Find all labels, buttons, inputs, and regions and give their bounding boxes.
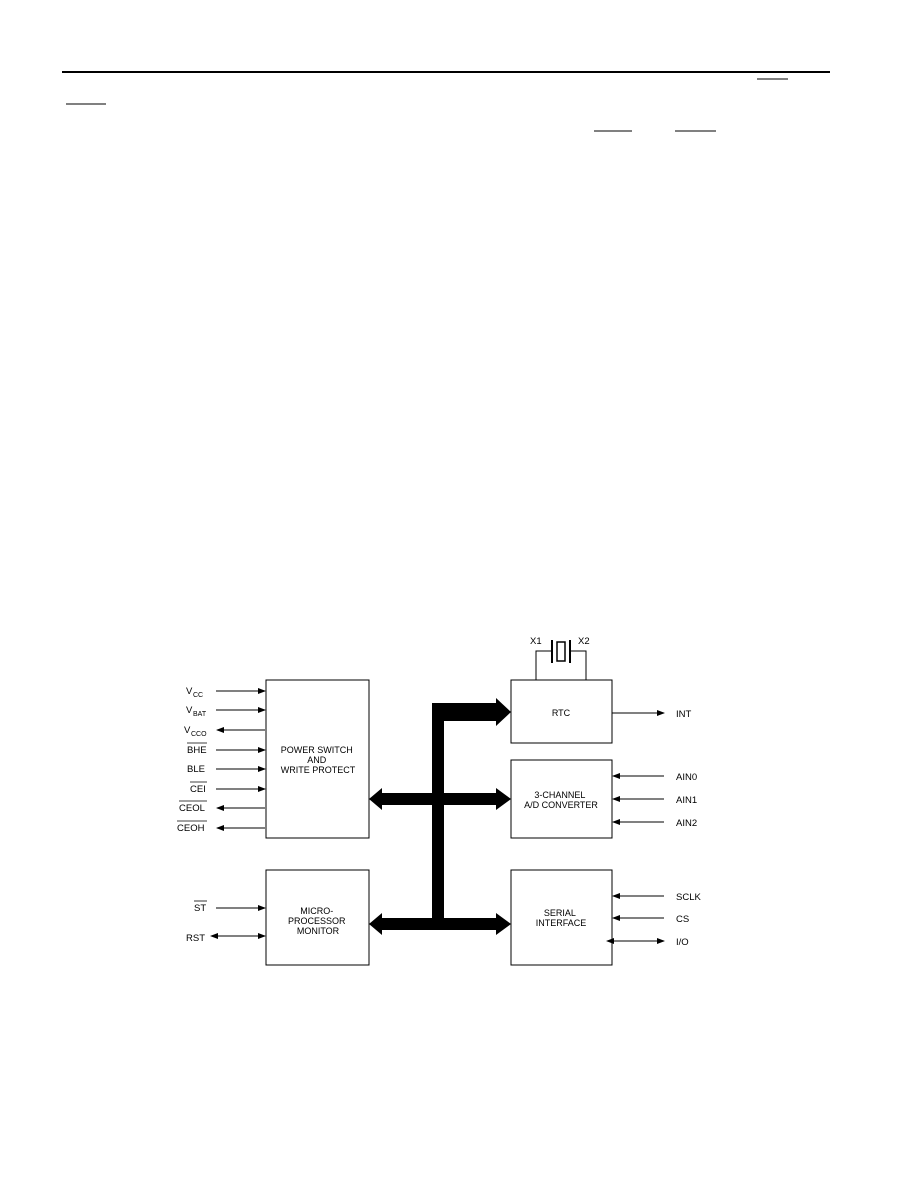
data-bus [369,698,511,935]
svg-text:SCLK: SCLK [676,892,701,903]
crystal-x1-label: X1 [530,636,542,647]
svg-text:CEOH: CEOH [177,823,205,834]
pin-vbat [186,705,265,718]
pin-rst [186,933,265,944]
pin-vcco [184,725,265,738]
svg-text:AIN1: AIN1 [676,795,698,806]
svg-text:ST: ST [194,903,207,914]
svg-text:CEOL: CEOL [179,803,205,814]
svg-text:CC: CC [193,692,204,699]
svg-text:AIN2: AIN2 [676,818,698,829]
pin-bhe [187,743,265,756]
pin-cei [190,782,265,795]
pin-ain0 [613,772,697,783]
micro-monitor-label: MICRO- PROCESSOR MONITOR [287,906,346,936]
pin-sclk [613,892,701,903]
pin-ain2 [613,818,697,829]
svg-text:CS: CS [676,914,690,925]
pin-cs [613,914,689,925]
svg-text:INT: INT [676,709,692,720]
rtc-label: RTC [551,708,571,718]
svg-text:V: V [186,705,193,716]
svg-text:AIN0: AIN0 [676,772,698,783]
svg-text:BLE: BLE [187,764,205,775]
svg-text:RST: RST [186,933,205,944]
pin-vcc [186,686,265,699]
pin-ain1 [613,795,697,806]
pin-int [612,709,692,720]
svg-text:BHE: BHE [187,745,207,756]
svg-text:BAT: BAT [193,711,207,718]
pin-st [194,901,265,914]
svg-text:CEI: CEI [190,784,206,795]
power-switch-label: POWER SWITCH AND WRITE PROTECT [280,745,356,775]
adc-label: 3-CHANNEL A/D CONVERTER [524,790,598,810]
pin-io [613,937,689,948]
pin-ceol [179,801,265,814]
svg-text:I/O: I/O [676,937,689,948]
pin-ceoh [177,821,265,834]
svg-text:V: V [184,725,191,736]
pin-ble [187,764,265,775]
crystal-x2-label: X2 [578,636,590,647]
svg-text:V: V [186,686,193,697]
svg-text:CCO: CCO [191,731,207,738]
serial-label: SERIAL INTERFACE [535,908,587,928]
